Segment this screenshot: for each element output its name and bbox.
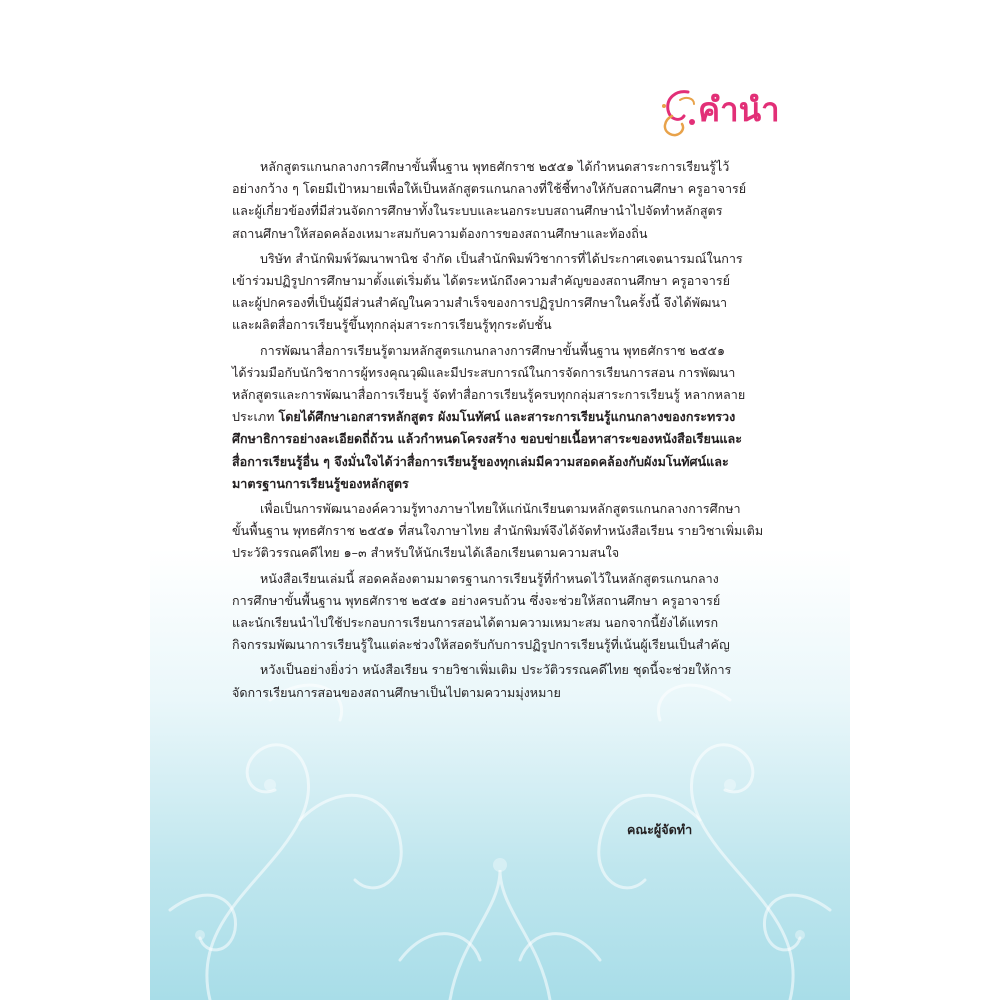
bold-text-line: สื่อการเรียนรู้อื่น ๆ จึงมั่นใจได้ว่าสื่อการเรียนรู้ของทุกเล่มมีความสอดคล้องกับผังมโนทัศน์และ <box>232 453 729 469</box>
text-line: ขั้นพื้นฐาน พุทธศักราช ๒๕๕๑ ที่สนใจภาษาไทย สำนักพิมพ์จึงได้จัดทำหนังสือเรียน รายวิชาเพิ่มเติม <box>232 523 764 539</box>
text-line: อย่างกว้าง ๆ โดยมีเป้าหมายเพื่อให้เป็นหลักสูตรแกนกลางที่ใช้ชี้ทางให้กับสถานศึกษา ครูอาจารย์ <box>232 181 747 197</box>
text-bold-segment: โดยได้ศึกษาเอกสารหลักสูตร ผังมโนทัศน์ และสาระการเรียนรู้แกนกลางของกระทรวง <box>278 409 736 425</box>
text-line: บริษัท สำนักพิมพ์วัฒนาพานิช จำกัด เป็นสำนักพิมพ์วิชาการที่ได้ประกาศเจตนารมณ์ในการ <box>260 250 743 266</box>
text-line: จัดการเรียนการสอนของสถานศึกษาเป็นไปตามความมุ่งหมาย <box>232 684 561 700</box>
text-line: ประวัติวรรณคดีไทย ๑–๓ สำหรับให้นักเรียนได้เลือกเรียนตามความสนใจ <box>232 545 620 561</box>
signature: คณะผู้จัดทำ <box>627 822 693 837</box>
preface-body <box>232 156 764 707</box>
text-line: การศึกษาขั้นพื้นฐาน พุทธศักราช ๒๕๕๑ อย่างครบถ้วน ซึ่งจะช่วยให้สถานศึกษา ครูอาจารย์ <box>232 592 721 608</box>
text-line: เข้าร่วมปฏิรูปการศึกษามาตั้งแต่เริ่มต้น ได้ตระหนักถึงความสำคัญของสถานศึกษา ครูอาจารย์ <box>232 273 730 289</box>
paragraph-5 <box>232 568 752 657</box>
text-line: เพื่อเป็นการพัฒนาองค์ความรู้ทางภาษาไทยให้แก่นักเรียนตามหลักสูตรแกนกลางการศึกษา <box>260 501 741 517</box>
page-title: คำนำ <box>698 90 780 129</box>
text-line: และผู้เกี่ยวข้องที่มีส่วนจัดการศึกษาทั้งในระบบและนอกระบบสถานศึกษานำไปจัดทำหลักสูตร <box>232 203 723 219</box>
paragraph-3 <box>232 340 752 495</box>
text-line: ได้ร่วมมือกับนักวิชาการผู้ทรงคุณวุฒิและมีประสบการณ์ในการจัดการเรียนการสอน การพัฒนา <box>232 364 736 380</box>
paragraph-2 <box>232 248 752 337</box>
text-line: กิจกรรมพัฒนาการเรียนรู้ในแต่ละช่วงให้สอดรับกับการปฏิรูปการเรียนรู้ที่เน้นผู้เรียนเป็นสำคัญ <box>232 637 730 653</box>
text-line: หลักสูตรแกนกลางการศึกษาขั้นพื้นฐาน พุทธศักราช ๒๕๕๑ ได้กำหนดสาระการเรียนรู้ไว้ <box>260 159 730 174</box>
mixed-text-line <box>232 406 752 428</box>
text-line: และผลิตสื่อการเรียนรู้ขึ้นทุกกลุ่มสาระการเรียนรู้ทุกระดับชั้น <box>232 317 552 333</box>
text-line: และผู้ปกครองที่เป็นผู้มีส่วนสำคัญในความสำเร็จของการปฏิรูปการศึกษาในครั้งนี้ จึงได้พัฒนา <box>232 295 728 311</box>
text-line: หวังเป็นอย่างยิ่งว่า หนังสือเรียน รายวิชาเพิ่มเติม ประวัติวรรณคดีไทย ชุดนี้จะช่วยให้การ <box>260 662 732 678</box>
title-block <box>658 86 838 138</box>
paragraph-6 <box>232 659 752 703</box>
paragraph-1 <box>232 156 752 245</box>
text-normal-segment: ประเภท <box>232 409 279 425</box>
text-line: หลักสูตรและการพัฒนาสื่อการเรียนรู้ จัดทำสื่อการเรียนรู้ครบทุกกลุ่มสาระการเรียนรู้ หลากหลาย <box>232 387 746 403</box>
text-line: หนังสือเรียนเล่มนี้ สอดคล้องตามมาตรฐานการเรียนรู้ที่กำหนดไว้ในหลักสูตรแกนกลาง <box>260 570 719 586</box>
bold-text-line: มาตรฐานการเรียนรู้ของหลักสูตร <box>232 475 409 491</box>
paragraph-4 <box>232 498 764 565</box>
bold-text-line: ศึกษาธิการอย่างละเอียดถี่ถ้วน แล้วกำหนดโครงสร้าง ขอบข่ายเนื้อหาสาระของหนังสือเรียนและ <box>232 431 743 447</box>
text-line: การพัฒนาสื่อการเรียนรู้ตามหลักสูตรแกนกลางการศึกษาขั้นพื้นฐาน พุทธศักราช ๒๕๕๑ <box>260 342 725 358</box>
document-page <box>150 60 850 1000</box>
text-line: สถานศึกษาให้สอดคล้องเหมาะสมกับความต้องการของสถานศึกษาและท้องถิ่น <box>232 225 648 241</box>
text-line: และนักเรียนนำไปใช้ประกอบการเรียนการสอนได้ตามความเหมาะสม นอกจากนี้ยังได้แทรก <box>232 615 719 631</box>
